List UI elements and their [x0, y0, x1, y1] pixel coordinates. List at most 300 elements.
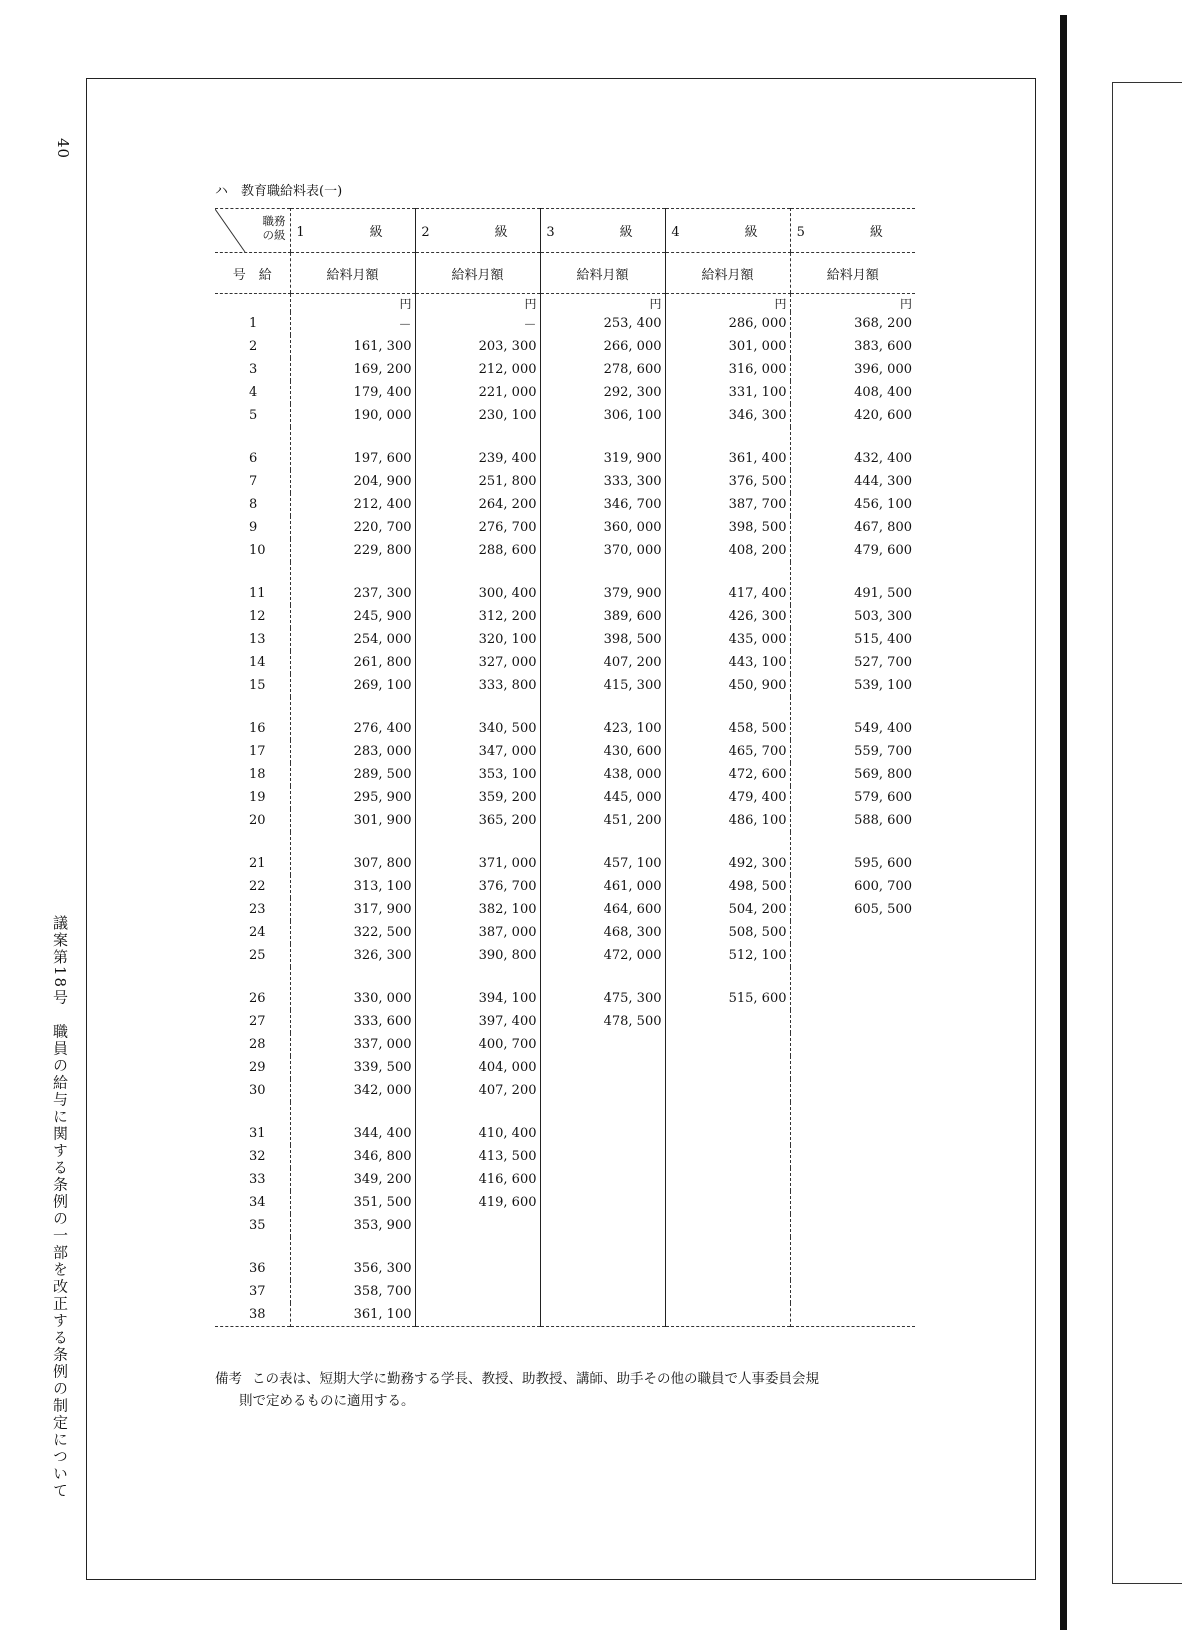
salary-grade-4 [665, 1168, 790, 1191]
table-row [215, 1033, 915, 1056]
salary-grade-2: 203, 300 [415, 335, 540, 358]
salary-grade-2: 340, 500 [415, 697, 540, 740]
step-number: 6 [249, 451, 258, 466]
salary-grade-3: 461, 000 [540, 875, 665, 898]
salary-grade-2: 359, 200 [415, 786, 540, 809]
salary-grade-3: 415, 300 [540, 674, 665, 697]
salary-grade-4 [665, 1191, 790, 1214]
salary-grade-1: 197, 600 [290, 427, 415, 470]
step-number: 16 [249, 721, 266, 736]
salary-grade-5: 408, 400 [790, 381, 915, 404]
salary-grade-3: 253, 400 [540, 312, 665, 335]
note-line-2: 則で定めるものに適用する。 [239, 1393, 415, 1409]
salary-grade-2: 407, 200 [415, 1079, 540, 1102]
salary-grade-2: 404, 000 [415, 1056, 540, 1079]
salary-grade-2: 413, 500 [415, 1145, 540, 1168]
salary-grade-2: 353, 100 [415, 763, 540, 786]
salary-grade-3: 389, 600 [540, 605, 665, 628]
note-text-1: この表は、短期大学に勤務する学長、教授、助教授、講師、助手その他の職員で人事委員会規 [252, 1371, 819, 1387]
table-row [215, 786, 915, 809]
salary-grade-4: 486, 100 [665, 809, 790, 832]
salary-grade-4: 465, 700 [665, 740, 790, 763]
salary-grade-1: 295, 900 [290, 786, 415, 809]
salary-grade-4: 498, 500 [665, 875, 790, 898]
salary-grade-1: 344, 400 [290, 1102, 415, 1145]
salary-grade-4 [665, 1079, 790, 1102]
step-number: 29 [249, 1060, 266, 1075]
salary-grade-2: 365, 200 [415, 809, 540, 832]
salary-grade-2: 312, 200 [415, 605, 540, 628]
salary-grade-3: 306, 100 [540, 404, 665, 427]
salary-grade-1: 358, 700 [290, 1280, 415, 1303]
side-caption: 議案第18号 職員の給与に関する条例の一部を改正する条例の制定について [51, 915, 69, 1500]
table-row [215, 1237, 915, 1280]
salary-grade-1: 356, 300 [290, 1237, 415, 1280]
step-number: 3 [249, 362, 258, 377]
salary-grade-3: 379, 900 [540, 562, 665, 605]
table-row [215, 470, 915, 493]
salary-grade-5 [790, 1145, 915, 1168]
salary-grade-2: 288, 600 [415, 539, 540, 562]
salary-grade-3: 430, 600 [540, 740, 665, 763]
salary-grade-4: 492, 300 [665, 832, 790, 875]
table-row [215, 1079, 915, 1102]
table-row [215, 1056, 915, 1079]
step-number: 25 [249, 948, 266, 963]
step-number: 35 [249, 1218, 266, 1233]
table-row [215, 875, 915, 898]
table-row [215, 967, 915, 1010]
salary-grade-4 [665, 1214, 790, 1237]
table-row [215, 944, 915, 967]
step-number: 10 [249, 543, 266, 558]
salary-grade-2: 347, 000 [415, 740, 540, 763]
grade-3-header: 3 級 [540, 209, 665, 253]
table-row [215, 312, 915, 335]
step-number: 1 [249, 316, 258, 331]
salary-grade-1: 220, 700 [290, 516, 415, 539]
step-number: 28 [249, 1037, 266, 1052]
salary-grade-4: 316, 000 [665, 358, 790, 381]
salary-grade-1: 161, 300 [290, 335, 415, 358]
salary-grade-1: 326, 300 [290, 944, 415, 967]
salary-grade-4: 504, 200 [665, 898, 790, 921]
step-number: 36 [249, 1261, 266, 1276]
salary-grade-4: 398, 500 [665, 516, 790, 539]
salary-grade-4: 408, 200 [665, 539, 790, 562]
monthly-label-5: 給料月額 [790, 253, 915, 294]
unit-label-5: 円 [790, 294, 915, 313]
salary-grade-3 [540, 1033, 665, 1056]
step-number: 23 [249, 902, 266, 917]
table-row [215, 1010, 915, 1033]
table-row [215, 493, 915, 516]
grade-5-header: 5 級 [790, 209, 915, 253]
step-number: 26 [249, 991, 266, 1006]
table-row [215, 605, 915, 628]
corner-cell [215, 209, 290, 253]
salary-grade-5: 559, 700 [790, 740, 915, 763]
salary-grade-2: 320, 100 [415, 628, 540, 651]
step-number: 33 [249, 1172, 266, 1187]
salary-grade-4: 417, 400 [665, 562, 790, 605]
salary-grade-2: 371, 000 [415, 832, 540, 875]
table-row [215, 562, 915, 605]
salary-grade-2: 239, 400 [415, 427, 540, 470]
step-number: 19 [249, 790, 266, 805]
step-number: 12 [249, 609, 266, 624]
salary-grade-2: 394, 100 [415, 967, 540, 1010]
salary-grade-4: 458, 500 [665, 697, 790, 740]
unit-row [215, 294, 915, 313]
salary-grade-3 [540, 1191, 665, 1214]
salary-grade-4 [665, 1237, 790, 1280]
table-row [215, 651, 915, 674]
salary-grade-4: 301, 000 [665, 335, 790, 358]
salary-grade-3 [540, 1145, 665, 1168]
salary-grade-1: 245, 900 [290, 605, 415, 628]
salary-grade-1: 339, 500 [290, 1056, 415, 1079]
salary-grade-5: 383, 600 [790, 335, 915, 358]
step-number: 5 [249, 408, 258, 423]
step-number: 7 [249, 474, 258, 489]
salary-grade-4 [665, 1056, 790, 1079]
salary-grade-4: 346, 300 [665, 404, 790, 427]
step-number: 8 [249, 497, 258, 512]
salary-grade-2: － [415, 312, 540, 335]
table-row [215, 404, 915, 427]
salary-grade-5 [790, 1191, 915, 1214]
salary-grade-2: 410, 400 [415, 1102, 540, 1145]
salary-grade-4: 387, 700 [665, 493, 790, 516]
step-number: 20 [249, 813, 266, 828]
table-row [215, 381, 915, 404]
salary-grade-4: 508, 500 [665, 921, 790, 944]
salary-grade-3 [540, 1303, 665, 1327]
table-row [215, 427, 915, 470]
salary-grade-5 [790, 1056, 915, 1079]
salary-grade-3: 266, 000 [540, 335, 665, 358]
salary-grade-3: 468, 300 [540, 921, 665, 944]
salary-grade-4 [665, 1145, 790, 1168]
salary-grade-1: 337, 000 [290, 1033, 415, 1056]
note-head: 備考 [215, 1371, 242, 1387]
salary-grade-4 [665, 1033, 790, 1056]
salary-grade-3: 451, 200 [540, 809, 665, 832]
salary-grade-2 [415, 1214, 540, 1237]
salary-grade-5 [790, 1033, 915, 1056]
salary-grade-5 [790, 1010, 915, 1033]
salary-grade-5: 503, 300 [790, 605, 915, 628]
salary-grade-1: 190, 000 [290, 404, 415, 427]
salary-grade-3 [540, 1079, 665, 1102]
salary-grade-1: 333, 600 [290, 1010, 415, 1033]
salary-grade-2 [415, 1303, 540, 1327]
salary-grade-1: 179, 400 [290, 381, 415, 404]
salary-grade-2: 390, 800 [415, 944, 540, 967]
step-number: 30 [249, 1083, 266, 1098]
salary-grade-2: 276, 700 [415, 516, 540, 539]
salary-grade-1: 269, 100 [290, 674, 415, 697]
salary-grade-1: 322, 500 [290, 921, 415, 944]
subheader-row [215, 253, 915, 294]
salary-grade-3: 333, 300 [540, 470, 665, 493]
salary-grade-1: 169, 200 [290, 358, 415, 381]
salary-grade-3: 445, 000 [540, 786, 665, 809]
salary-grade-1: － [290, 312, 415, 335]
salary-grade-2: 416, 600 [415, 1168, 540, 1191]
table-row [215, 539, 915, 562]
salary-grade-2: 333, 800 [415, 674, 540, 697]
salary-grade-3: 472, 000 [540, 944, 665, 967]
salary-grade-4: 376, 500 [665, 470, 790, 493]
table-row [215, 335, 915, 358]
salary-grade-5: 579, 600 [790, 786, 915, 809]
salary-grade-4: 426, 300 [665, 605, 790, 628]
step-number: 2 [249, 339, 258, 354]
corner-label [263, 214, 286, 242]
salary-grade-1: 313, 100 [290, 875, 415, 898]
table-row [215, 628, 915, 651]
salary-grade-1: 330, 000 [290, 967, 415, 1010]
salary-grade-1: 346, 800 [290, 1145, 415, 1168]
step-number: 31 [249, 1126, 266, 1141]
salary-grade-1: 301, 900 [290, 809, 415, 832]
salary-grade-5 [790, 944, 915, 967]
salary-grade-5 [790, 1280, 915, 1303]
step-number: 21 [249, 856, 266, 871]
table-row [215, 1102, 915, 1145]
salary-grade-5: 368, 200 [790, 312, 915, 335]
salary-grade-3: 370, 000 [540, 539, 665, 562]
step-number: 27 [249, 1014, 266, 1029]
salary-grade-1: 276, 400 [290, 697, 415, 740]
salary-grade-1: 229, 800 [290, 539, 415, 562]
salary-grade-3: 478, 500 [540, 1010, 665, 1033]
salary-grade-2 [415, 1280, 540, 1303]
salary-grade-4: 512, 100 [665, 944, 790, 967]
step-number: 9 [249, 520, 258, 535]
salary-grade-2 [415, 1237, 540, 1280]
salary-grade-4: 450, 900 [665, 674, 790, 697]
salary-grade-2: 382, 100 [415, 898, 540, 921]
salary-grade-4: 286, 000 [665, 312, 790, 335]
step-label: 号 給 [215, 253, 290, 294]
salary-grade-3: 319, 900 [540, 427, 665, 470]
salary-grade-2: 419, 600 [415, 1191, 540, 1214]
step-number: 32 [249, 1149, 266, 1164]
table-row [215, 697, 915, 740]
salary-grade-5: 479, 600 [790, 539, 915, 562]
salary-grade-4: 472, 600 [665, 763, 790, 786]
salary-grade-3: 407, 200 [540, 651, 665, 674]
salary-grade-2: 400, 700 [415, 1033, 540, 1056]
salary-grade-3: 346, 700 [540, 493, 665, 516]
salary-grade-1: 204, 900 [290, 470, 415, 493]
note [215, 1368, 915, 1412]
salary-grade-2: 264, 200 [415, 493, 540, 516]
grade-header-row [215, 209, 915, 253]
step-number: 11 [249, 586, 266, 601]
table-row [215, 1214, 915, 1237]
step-number: 34 [249, 1195, 266, 1210]
salary-grade-3: 360, 000 [540, 516, 665, 539]
step-number: 37 [249, 1284, 266, 1299]
salary-grade-3 [540, 1280, 665, 1303]
salary-grade-5 [790, 1303, 915, 1327]
salary-grade-5: 600, 700 [790, 875, 915, 898]
salary-grade-5 [790, 1102, 915, 1145]
salary-grade-5: 588, 600 [790, 809, 915, 832]
salary-grade-1: 349, 200 [290, 1168, 415, 1191]
salary-grade-4: 479, 400 [665, 786, 790, 809]
step-number: 24 [249, 925, 266, 940]
salary-grade-1: 254, 000 [290, 628, 415, 651]
salary-grade-5 [790, 1214, 915, 1237]
salary-grade-5: 491, 500 [790, 562, 915, 605]
salary-table [215, 208, 915, 1327]
salary-grade-3: 398, 500 [540, 628, 665, 651]
unit-label-4: 円 [665, 294, 790, 313]
table-row [215, 809, 915, 832]
scan-edge-bar [1060, 15, 1067, 1630]
salary-grade-4 [665, 1010, 790, 1033]
salary-grade-3: 457, 100 [540, 832, 665, 875]
salary-grade-5: 432, 400 [790, 427, 915, 470]
salary-grade-2: 327, 000 [415, 651, 540, 674]
step-number: 17 [249, 744, 266, 759]
grade-1-header: 1 級 [290, 209, 415, 253]
salary-grade-3 [540, 1237, 665, 1280]
unit-label-3: 円 [540, 294, 665, 313]
salary-grade-5: 396, 000 [790, 358, 915, 381]
salary-grade-4: 331, 100 [665, 381, 790, 404]
salary-grade-5 [790, 921, 915, 944]
salary-grade-5 [790, 1168, 915, 1191]
salary-grade-5: 467, 800 [790, 516, 915, 539]
corner-label-top: 職務 [262, 214, 286, 228]
salary-grade-4 [665, 1280, 790, 1303]
table-row [215, 763, 915, 786]
monthly-label-4: 給料月額 [665, 253, 790, 294]
table-row [215, 674, 915, 697]
salary-grade-4: 443, 100 [665, 651, 790, 674]
step-number: 18 [249, 767, 266, 782]
table-row [215, 1191, 915, 1214]
salary-grade-3 [540, 1168, 665, 1191]
step-number: 22 [249, 879, 266, 894]
step-number: 4 [249, 385, 258, 400]
salary-grade-1: 317, 900 [290, 898, 415, 921]
salary-grade-3: 475, 300 [540, 967, 665, 1010]
salary-grade-2: 397, 400 [415, 1010, 540, 1033]
table-row [215, 1280, 915, 1303]
table-title: ハ 教育職給料表(一) [215, 184, 343, 199]
salary-grade-3: 292, 300 [540, 381, 665, 404]
adjacent-page-edge [1112, 82, 1182, 1584]
salary-grade-1: 212, 400 [290, 493, 415, 516]
salary-grade-2: 376, 700 [415, 875, 540, 898]
page-number: 40 [54, 138, 72, 160]
salary-grade-1: 237, 300 [290, 562, 415, 605]
salary-grade-5: 569, 800 [790, 763, 915, 786]
salary-grade-5 [790, 1079, 915, 1102]
grade-4-header: 4 級 [665, 209, 790, 253]
salary-grade-3: 278, 600 [540, 358, 665, 381]
table-row [215, 1303, 915, 1327]
salary-grade-5: 420, 600 [790, 404, 915, 427]
step-number: 14 [249, 655, 266, 670]
grade-2-header: 2 級 [415, 209, 540, 253]
salary-grade-1: 351, 500 [290, 1191, 415, 1214]
step-number: 38 [249, 1307, 266, 1322]
salary-grade-3 [540, 1214, 665, 1237]
salary-grade-3: 438, 000 [540, 763, 665, 786]
salary-grade-2: 251, 800 [415, 470, 540, 493]
unit-label-2: 円 [415, 294, 540, 313]
step-number: 13 [249, 632, 266, 647]
salary-grade-3: 464, 600 [540, 898, 665, 921]
salary-grade-5: 515, 400 [790, 628, 915, 651]
salary-grade-5: 595, 600 [790, 832, 915, 875]
salary-grade-2: 230, 100 [415, 404, 540, 427]
salary-grade-3: 423, 100 [540, 697, 665, 740]
salary-grade-3 [540, 1056, 665, 1079]
unit-label-1: 円 [290, 294, 415, 313]
table-row [215, 516, 915, 539]
monthly-label-2: 給料月額 [415, 253, 540, 294]
salary-grade-1: 361, 100 [290, 1303, 415, 1327]
salary-grade-5 [790, 967, 915, 1010]
salary-grade-5: 605, 500 [790, 898, 915, 921]
salary-grade-1: 261, 800 [290, 651, 415, 674]
salary-grade-5 [790, 1237, 915, 1280]
table-row [215, 1145, 915, 1168]
step-number: 15 [249, 678, 266, 693]
salary-grade-5: 539, 100 [790, 674, 915, 697]
monthly-label-1: 給料月額 [290, 253, 415, 294]
salary-grade-4: 361, 400 [665, 427, 790, 470]
salary-grade-1: 307, 800 [290, 832, 415, 875]
note-line-1 [215, 1368, 915, 1390]
unit-blank [215, 294, 290, 313]
salary-grade-5: 444, 300 [790, 470, 915, 493]
table-row [215, 832, 915, 875]
salary-grade-2: 212, 000 [415, 358, 540, 381]
table-row [215, 358, 915, 381]
salary-grade-5: 456, 100 [790, 493, 915, 516]
salary-grade-1: 342, 000 [290, 1079, 415, 1102]
salary-grade-4 [665, 1102, 790, 1145]
corner-label-bottom: の級 [262, 228, 286, 242]
table-row [215, 740, 915, 763]
table-row [215, 1168, 915, 1191]
monthly-label-3: 給料月額 [540, 253, 665, 294]
salary-grade-4: 435, 000 [665, 628, 790, 651]
salary-table-body [215, 312, 915, 1327]
salary-grade-4 [665, 1303, 790, 1327]
salary-grade-1: 289, 500 [290, 763, 415, 786]
salary-grade-5: 549, 400 [790, 697, 915, 740]
table-row [215, 921, 915, 944]
salary-grade-1: 353, 900 [290, 1214, 415, 1237]
salary-grade-1: 283, 000 [290, 740, 415, 763]
salary-grade-2: 387, 000 [415, 921, 540, 944]
salary-grade-5: 527, 700 [790, 651, 915, 674]
salary-grade-3 [540, 1102, 665, 1145]
salary-grade-2: 300, 400 [415, 562, 540, 605]
salary-grade-4: 515, 600 [665, 967, 790, 1010]
